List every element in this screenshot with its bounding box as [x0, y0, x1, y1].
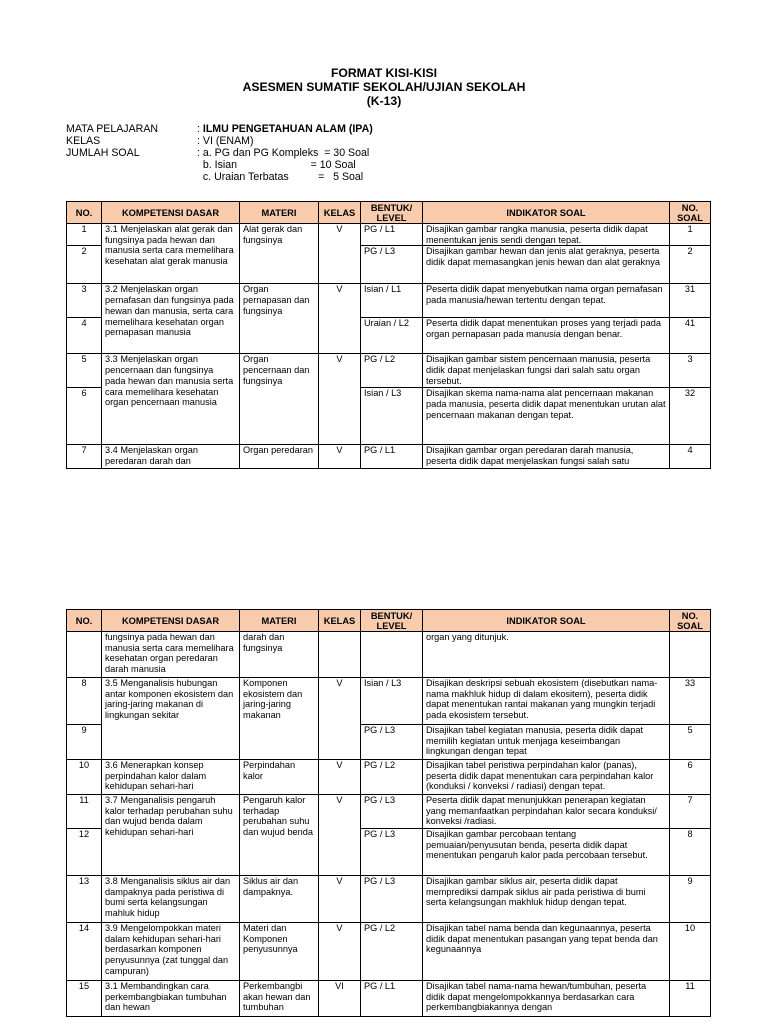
cell-no: 13 [67, 876, 102, 923]
cell-no: 5 [67, 354, 102, 388]
cell-kelas: V [319, 876, 361, 923]
table-row [67, 445, 711, 469]
table-row [67, 760, 711, 795]
cell-materi: Organ pencernaan dan fungsinya [240, 354, 319, 445]
cell-no-soal: 8 [670, 829, 711, 876]
cell-no: 10 [67, 760, 102, 795]
cell-bentuk: PG / L3 [361, 725, 423, 760]
meta-jumlah-c: c. Uraian Terbatas = 5 Soal [197, 170, 364, 183]
cell-materi: Materi dan Komponen penyusunnya [240, 923, 319, 981]
header-kelas: KELAS [319, 202, 361, 224]
table-row [67, 923, 711, 981]
cell-indikator: Disajikan gambar siklus air, peserta didik dapat memprediksi dampak siklus air pada peristiwa di bumi serta kelangsungan makhluk hidup dengan tepat. [423, 876, 670, 923]
cell-no-soal: 11 [670, 981, 711, 1017]
cell-materi: Perpindahan kalor [240, 760, 319, 795]
cell-kompetensi-dasar: 3.1 Menjelaskan alat gerak dan fungsinya pada hewan dan manusia serta cara memelihara kesehatan alat gerak manusia [102, 224, 240, 284]
header-materi: MATERI [240, 202, 319, 224]
cell-no: 2 [67, 246, 102, 284]
cell-indikator: Disajikan gambar organ peredaran darah manusia, peserta didik dapat menjelaskan fungsi salah satu [423, 445, 670, 469]
cell-indikator: Disajikan tabel peristiwa perpindahan kalor (panas), peserta didik dapat menentukan cara perpindahan kalor (konduksi / konveksi / radiasi) dengan tepat. [423, 760, 670, 795]
table-row [67, 795, 711, 829]
cell-kelas: V [319, 354, 361, 445]
cell-no: 14 [67, 923, 102, 981]
cell-indikator: Peserta didik dapat menentukan proses yang terjadi pada organ pernapasan pada manusia dengan benar. [423, 318, 670, 354]
cell-materi: darah dan fungsinya [240, 632, 319, 678]
table-row [67, 981, 711, 1017]
table-row [67, 224, 711, 246]
cell-indikator: Disajikan gambar sistem pencernaan manusia, peserta didik dapat menjelaskan fungsi dari salah satu organ tersebut. [423, 354, 670, 388]
cell-bentuk: PG / L1 [361, 445, 423, 469]
cell-indikator: Peserta didik dapat menyebutkan nama organ pernafasan pada manusia/hewan tertentu dengan tepat. [423, 284, 670, 318]
cell-kompetensi-dasar: 3.2 Menjelaskan organ pernafasan dan fungsinya pada hewan dan manusia, serta cara memelihara kesehatan organ pernapasan manusia [102, 284, 240, 354]
cell-no-soal: 31 [670, 284, 711, 318]
meta-kelas-label: KELAS [66, 134, 101, 147]
cell-no-soal: 10 [670, 923, 711, 981]
cell-no: 6 [67, 388, 102, 445]
cell-bentuk: PG / L3 [361, 795, 423, 829]
header-kompetensi-dasar: KOMPETENSI DASAR [102, 202, 240, 224]
cell-kompetensi-dasar: 3.8 Menganalisis siklus air dan dampaknya pada peristiwa di bumi serta kelangsungan mahluk hidup [102, 876, 240, 923]
cell-kelas: V [319, 445, 361, 469]
cell-indikator: Disajikan gambar percobaan tentang pemuaian/penyusutan benda, peserta didik dapat menentukan pengaruh kalor pada percobaan tersebut. [423, 829, 670, 876]
cell-materi: Alat gerak dan fungsinya [240, 224, 319, 284]
cell-bentuk: Uraian / L2 [361, 318, 423, 354]
header-bentuk-level: BENTUK/ LEVEL [361, 610, 423, 632]
cell-no-soal: 1 [670, 224, 711, 246]
header-kelas: KELAS [319, 610, 361, 632]
cell-indikator: Disajikan skema nama-nama alat pencernaan makanan pada manusia, peserta didik dapat menentukan urutan alat pencernaan makanan dengan tepat. [423, 388, 670, 445]
cell-indikator: Disajikan deskripsi sebuah ekosistem (disebutkan nama-nama makhluk hidup di dalam ekositem), peserta didik dapat menentukan rantai makanan yang mungkin terjadi pada ekosistem tersebut. [423, 678, 670, 725]
cell-materi: Perkembangbi akan hewan dan tumbuhan [240, 981, 319, 1017]
cell-indikator: Disajikan tabel nama benda dan kegunaannya, peserta didik dapat menentukan pasangan yang tepat benda dan kegunaannya [423, 923, 670, 981]
cell-kompetensi-dasar: 3.1 Membandingkan cara perkembangbiakan tumbuhan dan hewan [102, 981, 240, 1017]
cell-no: 7 [67, 445, 102, 469]
cell-no-soal: 6 [670, 760, 711, 795]
table-row [67, 678, 711, 725]
cell-no-soal: 41 [670, 318, 711, 354]
cell-kelas: V [319, 760, 361, 795]
cell-bentuk: PG / L2 [361, 354, 423, 388]
cell-indikator: Disajikan gambar hewan dan jenis alat geraknya, peserta didik dapat memasangkan jenis hewan dan alat geraknya [423, 246, 670, 284]
cell-indikator: Disajikan tabel kegiatan manusia, peserta didik dapat memilih kegiatan untuk menjaga keseimbangan lingkungan dengan tepat [423, 725, 670, 760]
cell-indikator: organ yang ditunjuk. [423, 632, 670, 678]
cell-bentuk: PG / L1 [361, 981, 423, 1017]
cell-kelas: V [319, 795, 361, 876]
cell-kompetensi-dasar: 3.9 Mengelompokkan materi dalam kehidupan sehari-hari berdasarkan komponen penyusunnya (zat tunggal dan campuran) [102, 923, 240, 981]
cell-indikator: Peserta didik dapat menunjukkan penerapan kegiatan yang memanfaatkan perpindahan kalor secara konduksi/ konveksi /radiasi. [423, 795, 670, 829]
cell-kelas: VI [319, 981, 361, 1017]
header-materi: MATERI [240, 610, 319, 632]
cell-no-soal: 9 [670, 876, 711, 923]
cell-materi: Siklus air dan dampaknya. [240, 876, 319, 923]
cell-materi: Organ peredaran [240, 445, 319, 469]
table-header-row [67, 202, 711, 224]
header-kompetensi-dasar: KOMPETENSI DASAR [102, 610, 240, 632]
title-line-1: FORMAT KISI-KISI [330, 66, 438, 80]
title-line-3: (K-13) [366, 94, 402, 108]
cell-no: 12 [67, 829, 102, 876]
meta-mapel-value: ILMU PENGETAHUAN ALAM (IPA) [202, 123, 373, 135]
kisi-table-1 [66, 201, 711, 469]
meta-kelas-value: : VI (ENAM) [197, 134, 254, 147]
cell-materi: Komponen ekosistem dan jaring-jaring makanan [240, 678, 319, 760]
meta-jumlah-b: b. Isian = 10 Soal [197, 158, 356, 171]
cell-kompetensi-dasar: fungsinya pada hewan dan manusia serta cara memelihara kesehatan organ peredaran darah manusia [102, 632, 240, 678]
cell-no: 4 [67, 318, 102, 354]
meta-mapel: MATA PELAJARAN : ILMU PENGETAHUAN ALAM (IPA) [66, 123, 373, 135]
cell-bentuk: PG / L3 [361, 246, 423, 284]
cell-bentuk: PG / L2 [361, 760, 423, 795]
cell-kompetensi-dasar: 3.7 Menganalisis pengaruh kalor terhadap perubahan suhu dan wujud benda dalam kehidupan sehari-hari [102, 795, 240, 876]
cell-no-soal: 5 [670, 725, 711, 760]
cell-bentuk: Isian / L3 [361, 678, 423, 725]
cell-indikator: Disajikan tabel nama-nama hewan/tumbuhan, peserta didik dapat mengelompokkannya berdasarkan cara perkembangbiakannya dengan [423, 981, 670, 1017]
header-no-soal: NO. SOAL [670, 202, 711, 224]
cell-kelas: V [319, 284, 361, 354]
header-no-soal: NO. SOAL [670, 610, 711, 632]
cell-kelas: V [319, 224, 361, 284]
cell-kompetensi-dasar: 3.6 Menerapkan konsep perpindahan kalor dalam kehidupan sehari-hari [102, 760, 240, 795]
cell-materi: Pengaruh kalor terhadap perubahan suhu dan wujud benda [240, 795, 319, 876]
meta-jumlah-label: JUMLAH SOAL [66, 146, 140, 159]
meta-mapel-label: MATA PELAJARAN [66, 123, 159, 135]
cell-bentuk: PG / L2 [361, 923, 423, 981]
kisi-table-2 [66, 609, 711, 1017]
table-row [67, 876, 711, 923]
table-row [67, 632, 711, 678]
cell-kelas: V [319, 678, 361, 760]
cell-bentuk: PG / L3 [361, 829, 423, 876]
header-indikator-soal: INDIKATOR SOAL [423, 610, 670, 632]
cell-kompetensi-dasar: 3.4 Menjelaskan organ peredaran darah dan [102, 445, 240, 469]
cell-no: 1 [67, 224, 102, 246]
cell-no-soal: 32 [670, 388, 711, 445]
cell-bentuk: PG / L3 [361, 876, 423, 923]
cell-kelas: V [319, 923, 361, 981]
cell-no-soal: 2 [670, 246, 711, 284]
cell-materi: Organ pernapasan dan fungsinya [240, 284, 319, 354]
cell-no: 3 [67, 284, 102, 318]
cell-no: 8 [67, 678, 102, 725]
table-header-row [67, 610, 711, 632]
header-no: NO. [67, 610, 102, 632]
cell-kompetensi-dasar: 3.5 Menganalisis hubungan antar komponen ekosistem dan jaring-jaring makanan di lingkungan sekitar [102, 678, 240, 760]
header-indikator-soal: INDIKATOR SOAL [423, 202, 670, 224]
header-bentuk-level: BENTUK/ LEVEL [361, 202, 423, 224]
cell-no-soal: 4 [670, 445, 711, 469]
document-meta [66, 124, 373, 184]
meta-jumlah [66, 148, 373, 160]
table-row [67, 354, 711, 388]
cell-bentuk: PG / L1 [361, 224, 423, 246]
cell-no-soal: 3 [670, 354, 711, 388]
cell-indikator: Disajikan gambar rangka manusia, peserta didik dapat menentukan jenis sendi dengan tepat. [423, 224, 670, 246]
cell-no: 15 [67, 981, 102, 1017]
cell-bentuk: Isian / L3 [361, 388, 423, 445]
cell-bentuk: Isian / L1 [361, 284, 423, 318]
meta-jumlah-a: : a. PG dan PG Kompleks = 30 Soal [197, 146, 370, 159]
cell-no: 9 [67, 725, 102, 760]
cell-no-soal: 7 [670, 795, 711, 829]
table-row [67, 284, 711, 318]
title-line-2: ASESMEN SUMATIF SEKOLAH/UJIAN SEKOLAH [242, 80, 526, 94]
cell-no: 11 [67, 795, 102, 829]
cell-no-soal: 33 [670, 678, 711, 725]
cell-kompetensi-dasar: 3.3 Menjelaskan organ pencernaan dan fungsinya pada hewan dan manusia serta cara memelihara kesehatan organ pencernaan manusia [102, 354, 240, 445]
document-title [0, 66, 768, 108]
header-no: NO. [67, 202, 102, 224]
